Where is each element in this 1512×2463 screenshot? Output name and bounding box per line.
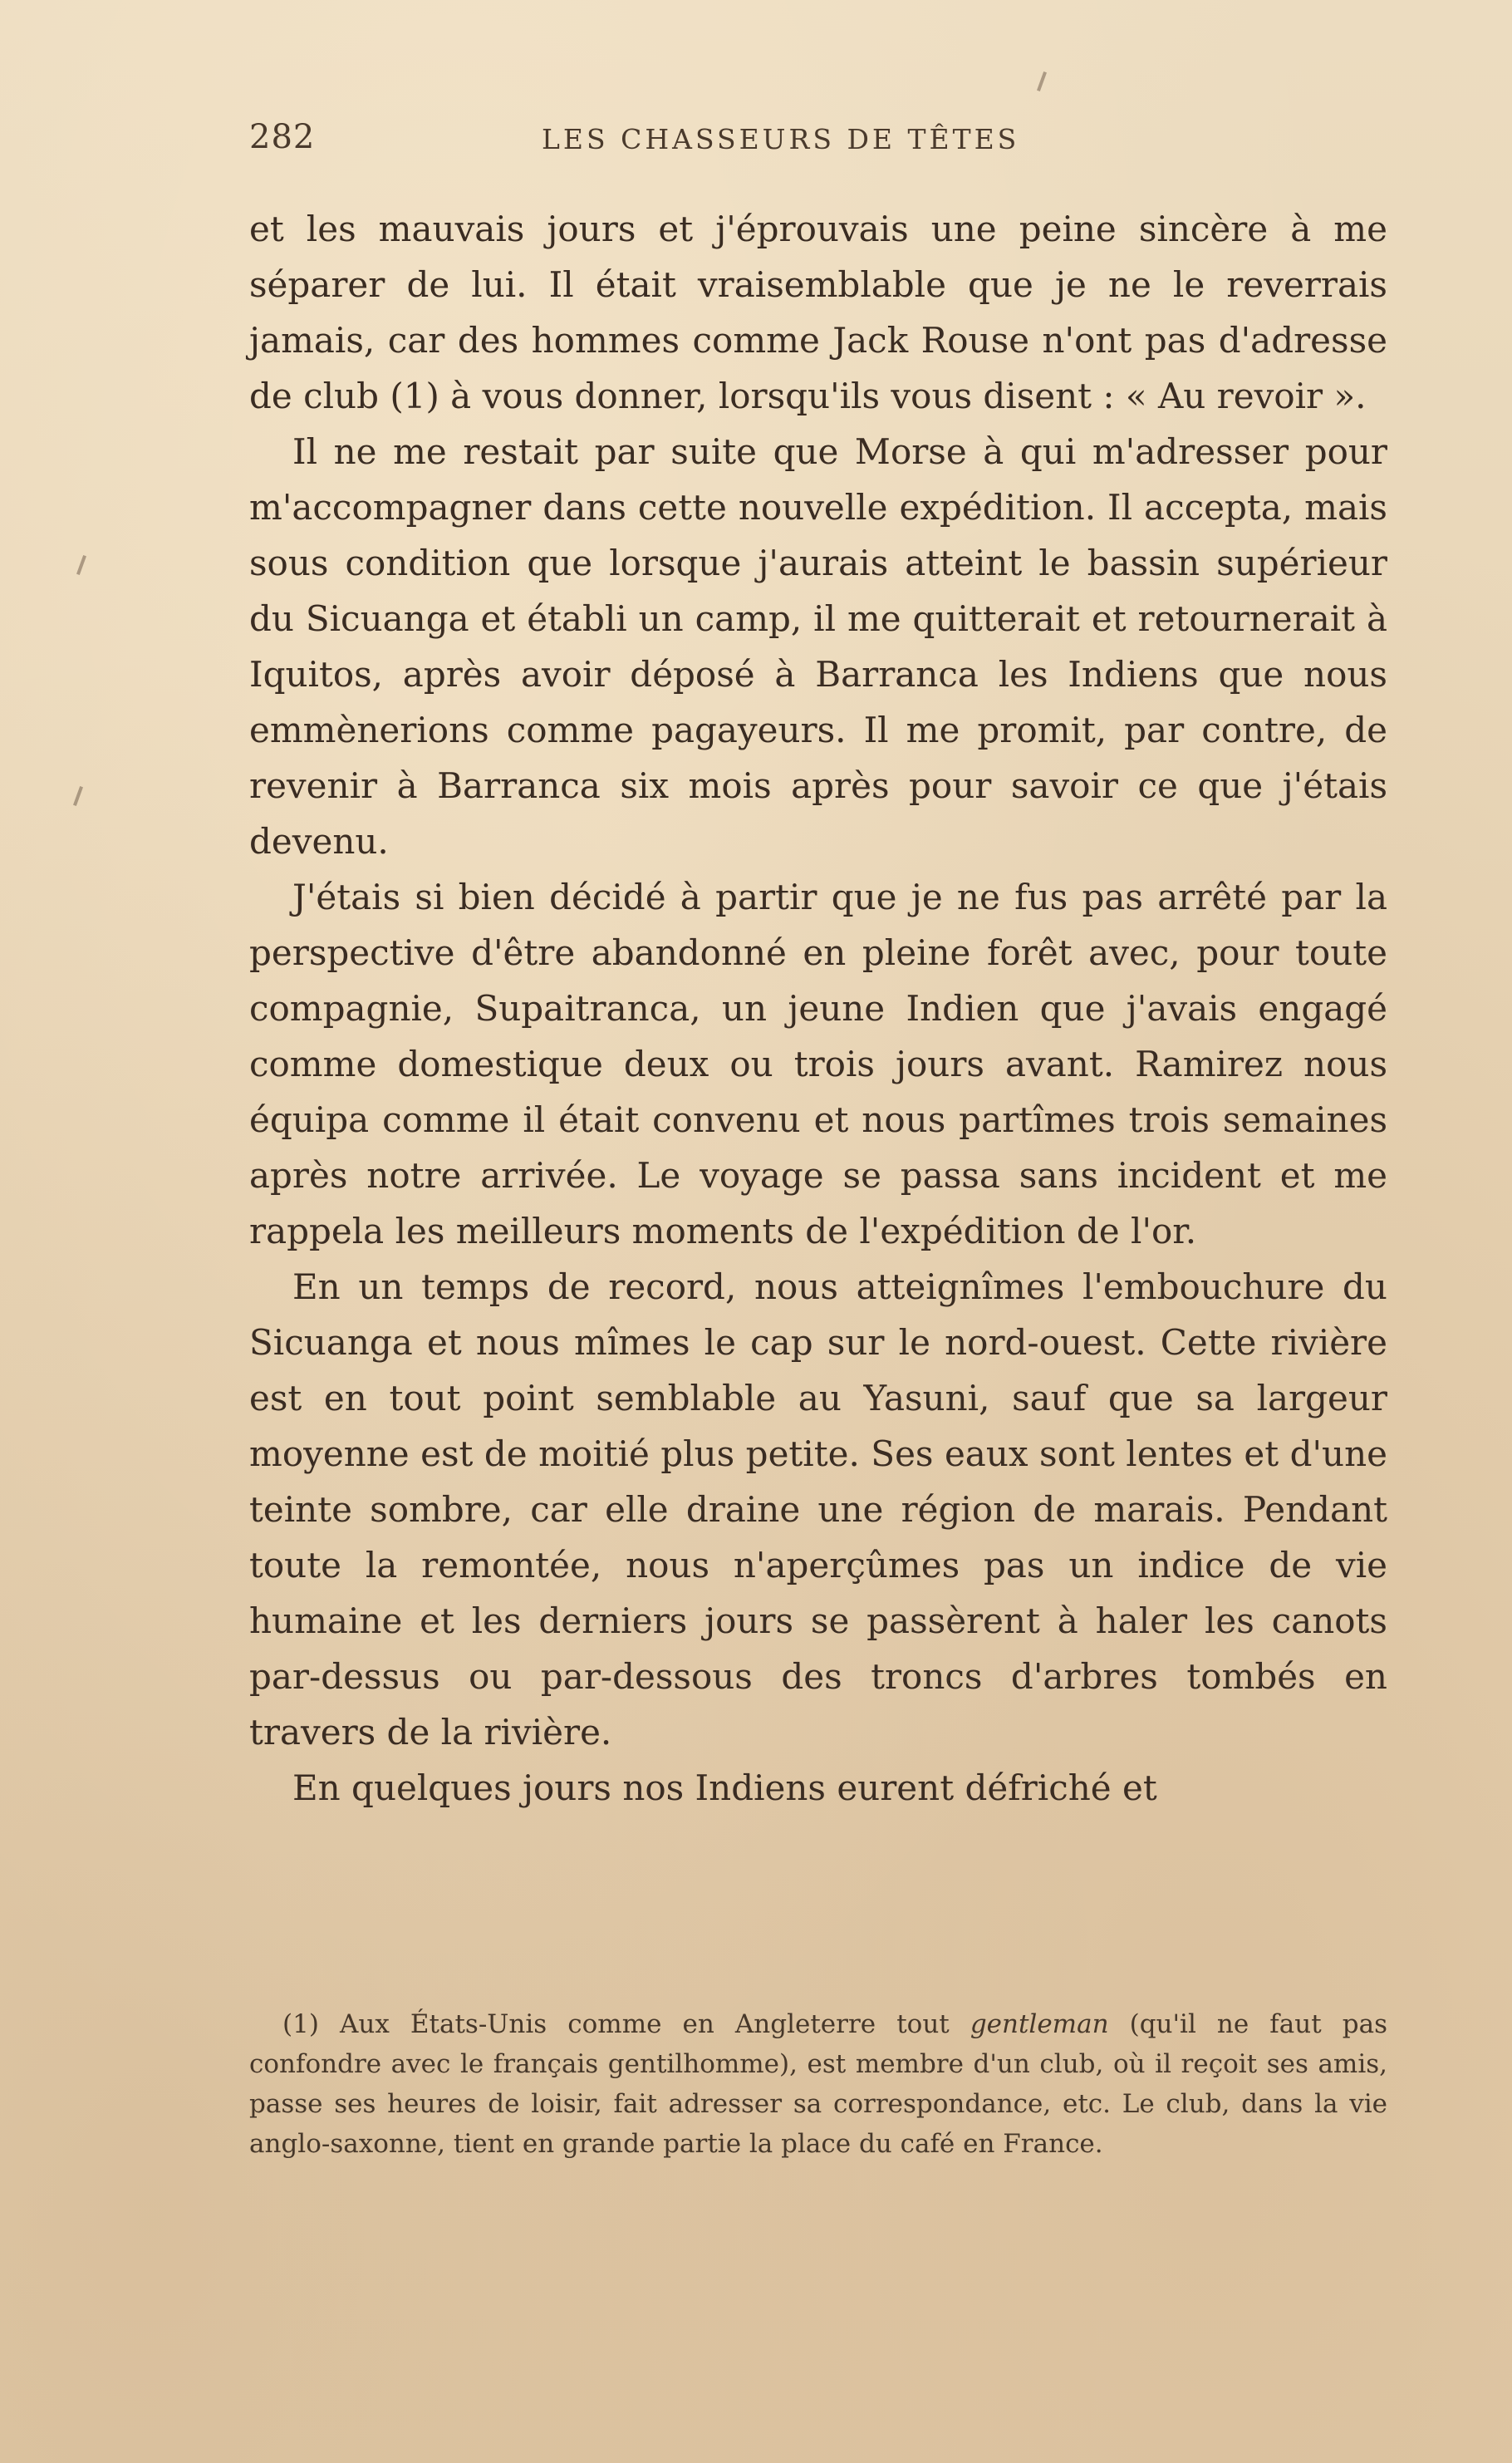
footnote-italic-word: gentleman — [970, 2009, 1109, 2039]
paragraph-2: Il ne me restait par suite que Morse à qui m'adresser pour m'accompagner dans cette nouvelle expédition. Il accepta, mais sous condition que lorsque j'aurais atteint le bassin supérieur du Sicuanga et établi un camp, il me quitterait et retournerait à Iquitos, après avoir déposé à Barranca les Indiens que nous emmènerions comme pagayeurs. Il me promit, par contre, de revenir à Barranca six mois après pour savoir ce que j'étais devenu. — [249, 431, 1387, 862]
paragraph-5: En quelques jours nos Indiens eurent défriché et — [292, 1767, 1157, 1808]
page-header — [249, 118, 1387, 158]
body-text — [249, 201, 1387, 1816]
page-number: 282 — [249, 118, 316, 156]
footnote-text-end: (qu'il ne faut pas confondre avec le français gentilhomme), est membre d'un club, où il reçoit ses amis, passe ses heures de loisir, fait adresser sa correspondance, etc. Le club, dans la vie anglo-saxonne, tient en grande partie la place du café en France. — [249, 2009, 1387, 2159]
footnote — [249, 2004, 1387, 2164]
margin-mark — [1037, 71, 1047, 91]
running-title: LES CHASSEURS DE TÊTES — [542, 123, 1020, 155]
margin-mark — [73, 786, 83, 806]
margin-mark — [76, 555, 86, 575]
paragraph-1: et les mauvais jours et j'éprouvais une peine sincère à me séparer de lui. Il était vraisemblable que je ne le reverrais jamais, car des hommes comme Jack Rouse n'ont pas d'adresse de club (1) à vous donner, lorsqu'ils vous disent : « Au revoir ». — [249, 209, 1387, 416]
paragraph-4: En un temps de record, nous atteignîmes l'embouchure du Sicuanga et nous mîmes le cap sur le nord-ouest. Cette rivière est en tout point semblable au Yasuni, sauf que sa largeur moyenne est de moitié plus petite. Ses eaux sont lentes et d'une teinte sombre, car elle draine une région de marais. Pendant toute la remontée, nous n'aperçûmes pas un indice de vie humaine et les derniers jours se passèrent à haler les canots par-dessus ou par-dessous des troncs d'arbres tombés en travers de la rivière. — [249, 1266, 1387, 1753]
paragraph-3: J'étais si bien décidé à partir que je ne fus pas arrêté par la perspective d'être abandonné en pleine forêt avec, pour toute compagnie, Supaitranca, un jeune Indien que j'avais engagé comme domestique deux ou trois jours avant. Ramirez nous équipa comme il était convenu et nous partîmes trois semaines après notre arrivée. Le voyage se passa sans incident et me rappela les meilleurs moments de l'expédition de l'or. — [249, 877, 1387, 1251]
footnote-text-start: (1) Aux États-Unis comme en Angleterre tout — [282, 2009, 970, 2039]
